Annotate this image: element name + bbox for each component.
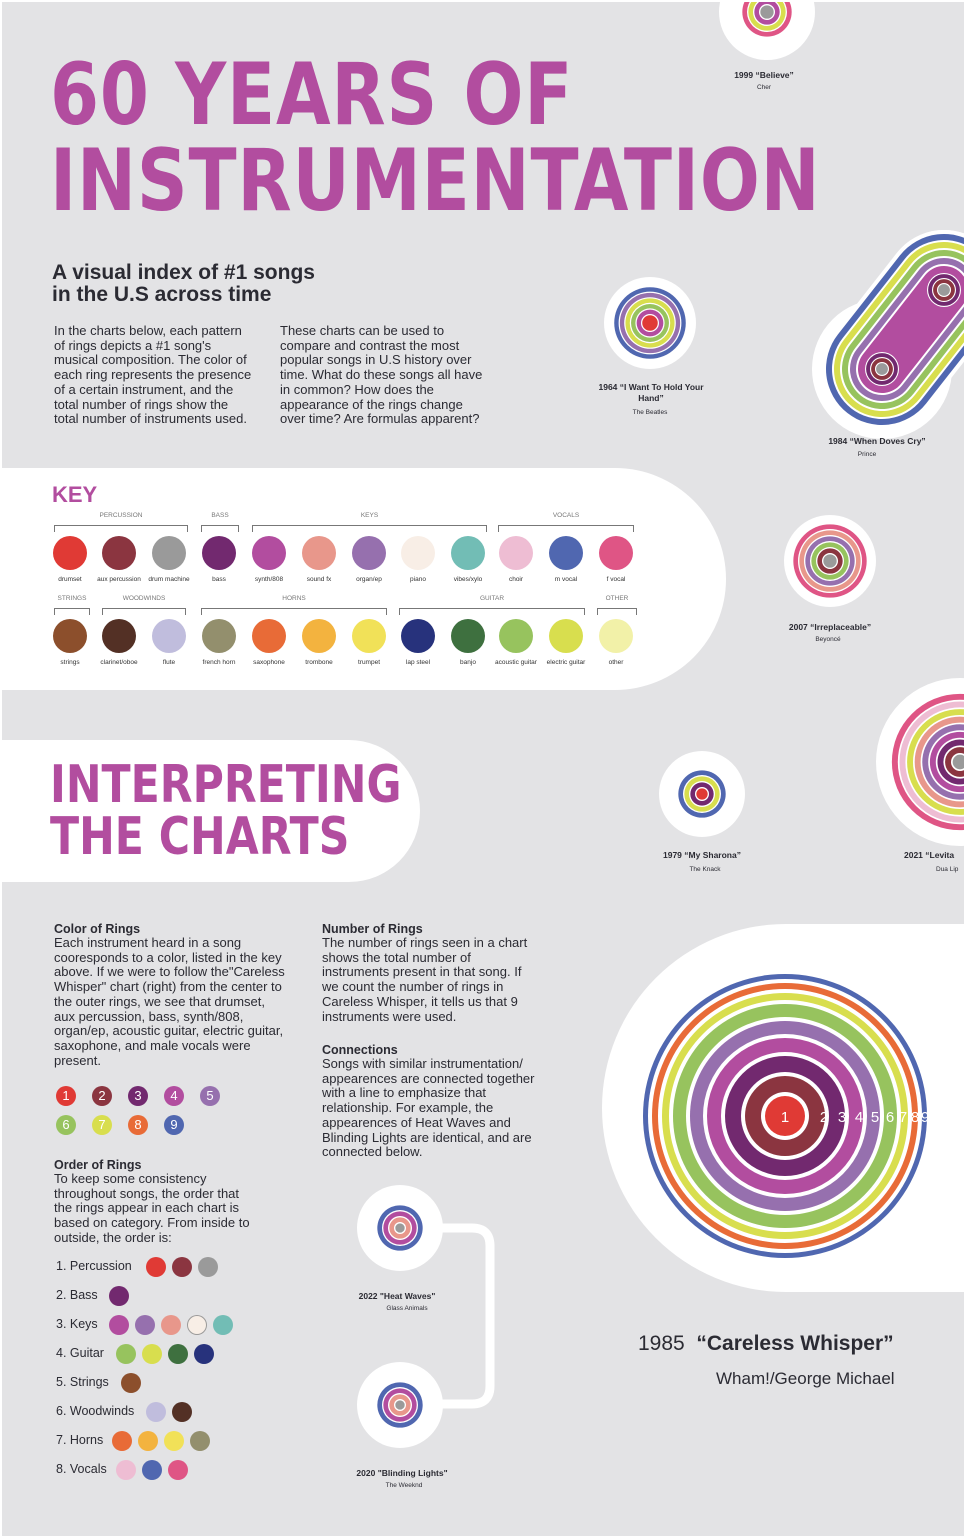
believe-chart-ring [760, 5, 773, 18]
song-label-my-sharona [652, 850, 752, 860]
group-label-vocals: VOCALS [552, 512, 580, 519]
song-year: 1979 [663, 850, 682, 860]
artist-label-prince: Prince [857, 451, 877, 458]
key-swatch-choir [499, 536, 533, 570]
key-swatch-electric-guitar [549, 619, 583, 653]
song-label-heat-waves [347, 1291, 447, 1301]
key-label: saxophone [253, 659, 285, 666]
song-year: 2021 [904, 850, 923, 860]
song-year: 2020 [356, 1468, 376, 1478]
order-swatch [146, 1402, 166, 1422]
song-label-irreplaceable [772, 622, 888, 632]
careless-ring-number-5: 5 [870, 1109, 880, 1126]
key-label: piano [410, 576, 426, 583]
ring-number-8: 8 [128, 1115, 148, 1135]
ring-number-7: 7 [92, 1115, 112, 1135]
key-swatch-banjo [451, 619, 485, 653]
order-swatch [116, 1460, 136, 1480]
song-label-believe [714, 70, 814, 80]
key-swatch-trombone [302, 619, 336, 653]
key-label: trombone [305, 659, 333, 666]
key-label: clarinet/oboe [100, 659, 138, 666]
order-item-label: 6. Woodwinds [56, 1404, 135, 1418]
blinding-lights-chart-ring [395, 1400, 404, 1409]
order-item-label: 3. Keys [56, 1317, 98, 1331]
key-swatch-french-horn [202, 619, 236, 653]
song-year: 1999 [734, 70, 754, 80]
poster [2, 2, 964, 1536]
number-of-rings-heading: Number of Rings [322, 922, 423, 936]
key-swatch-trumpet [352, 619, 386, 653]
intro-right: These charts can be used to compare and contrast the most popular songs in U.S history over time. What do these songs all have in common? How does the appearance of the rings change over time? Are formulas apparent? [280, 323, 483, 427]
careless-ring-number-1: 1 [780, 1109, 790, 1126]
order-of-rings-text: To keep some consistency throughout songs, the order that the rings appear in each chart is based on category. From inside to outside, the order is: [54, 1171, 250, 1245]
title-line-2: INSTRUMENTATION [50, 131, 821, 231]
irreplaceable-chart-ring [823, 554, 836, 567]
key-swatch-aux-percussion [102, 536, 136, 570]
careless-ring-number-4: 4 [854, 1109, 864, 1126]
artist-label-glass-animals: Glass Animals [386, 1305, 428, 1312]
key-label: vibes/xylo [453, 576, 483, 583]
careless-ring-number-7: 7 [898, 1109, 908, 1126]
key-label: lap steel [405, 659, 431, 666]
song-title: “I Want To Hold Your Hand” [619, 382, 704, 403]
connections-text: Songs with similar instrumentation/ appearences are connected together with a line to emphasize that relationship. For example, the appearences of Heat Waves and Blinding Lights are identical, and are connected below. [322, 1056, 535, 1160]
order-of-rings-heading: Order of Rings [54, 1158, 142, 1172]
order-item-label: 1. Percussion [56, 1259, 132, 1273]
song-title: “Believe” [755, 70, 794, 80]
ring-number-2: 2 [92, 1086, 112, 1106]
key-swatch-sound-fx [302, 536, 336, 570]
song-title: "Blinding Lights" [377, 1468, 448, 1478]
key-label: f vocal [606, 576, 626, 583]
order-swatch [198, 1257, 218, 1277]
heat-waves-chart-ring [395, 1223, 404, 1232]
ring-number-6: 6 [56, 1115, 76, 1135]
color-of-rings-heading: Color of Rings [54, 922, 141, 936]
intro-left: In the charts below, each pattern of rings depicts a #1 song's musical composition. The color of each ring represents the presence of a certain instrument, and the total number of rings show the total number of instruments used. [54, 323, 252, 427]
key-swatch-bass [202, 536, 236, 570]
order-swatch [190, 1431, 210, 1451]
song-label-blinding-lights [347, 1468, 457, 1478]
key-swatch-clarinet-oboe [102, 619, 136, 653]
careless-ring-number-6: 6 [885, 1109, 895, 1126]
careless-whisper-title: “Careless Whisper” [696, 1332, 894, 1355]
careless-ring-number-3: 3 [837, 1109, 847, 1126]
ring-number-5: 5 [200, 1086, 220, 1106]
ring-number-3: 3 [128, 1086, 148, 1106]
key-swatch-saxophone [252, 619, 286, 653]
song-title: “My Sharona” [684, 850, 741, 860]
hold-your-hand-chart-ring [642, 315, 658, 331]
artist-label-the-beatles: The Beatles [632, 409, 668, 416]
song-label-levitating [904, 850, 964, 860]
careless-whisper-year: 1985 [638, 1332, 685, 1355]
key-swatch-f-vocal [599, 536, 633, 570]
key-label: sound fx [306, 576, 332, 583]
order-swatch [142, 1344, 162, 1364]
group-label-bass: BASS [211, 512, 229, 519]
order-swatch [161, 1315, 181, 1335]
ring-charts-graphic [2, 2, 964, 1536]
connections-heading: Connections [322, 1043, 398, 1057]
key-swatch-synth-808 [252, 536, 286, 570]
song-title: “Levita [925, 850, 955, 860]
order-swatch [121, 1373, 141, 1393]
song-title: “Irreplaceable” [810, 622, 872, 632]
artist-label-beyonce: Beyoncé [815, 636, 841, 643]
doves-node-b-ring [938, 284, 950, 296]
interpreting-title-line-1: INTERPRETING [50, 755, 402, 815]
order-swatch [109, 1286, 129, 1306]
key-label: choir [508, 576, 524, 583]
key-swatch-lap-steel [401, 619, 435, 653]
key-label: synth/808 [254, 576, 284, 583]
artist-label-the-weeknd: The Weeknd [385, 1482, 423, 1489]
order-item-label: 5. Strings [56, 1375, 109, 1389]
key-swatch-acoustic-guitar [499, 619, 533, 653]
order-item-label: 7. Horns [56, 1433, 104, 1447]
group-label-horns: HORNS [282, 595, 306, 602]
order-swatch [112, 1431, 132, 1451]
song-title: “When Doves Cry” [849, 436, 926, 446]
color-of-rings-text: Each instrument heard in a song cooresponds to a color, listed in the key above. If we were to follow the"Careless Whisper" chart (right) from the center to the outer rings, we see that drumset, aux percussion, bass, synth/808, organ/ep, acoustic guitar, electric guitar, saxophone, and male vocals were present. [54, 935, 285, 1068]
order-swatch [138, 1431, 158, 1451]
key-label: flute [162, 659, 176, 666]
order-item-label: 2. Bass [56, 1288, 98, 1302]
group-label-strings: STRINGS [57, 595, 87, 602]
order-swatch [135, 1315, 155, 1335]
order-swatch [194, 1344, 214, 1364]
song-label-i-want-to-hold-your-hand [596, 382, 706, 404]
key-label: french horn [202, 659, 236, 666]
key-swatch-m-vocal [549, 536, 583, 570]
artist-label-dua-lipa: Dua Lip [936, 866, 959, 873]
key-label: m vocal [554, 576, 578, 583]
group-label-guitar: GUITAR [479, 595, 505, 602]
title-line-1: 60 YEARS OF [50, 45, 574, 145]
number-of-rings-text: The number of rings seen in a chart shows the total number of instruments present in that song. If we count the number of rings in Careless Whisper, it tells us that 9 instruments were used. [322, 935, 528, 1024]
artist-label-the-knack: The Knack [689, 866, 721, 873]
order-swatch [172, 1402, 192, 1422]
order-swatch [168, 1344, 188, 1364]
key-label: other [608, 659, 624, 666]
careless-whisper-artist: Wham!/George Michael [716, 1369, 895, 1388]
key-heading: KEY [52, 482, 98, 507]
key-label: drumset [58, 576, 82, 583]
order-swatch [164, 1431, 184, 1451]
key-label: trumpet [357, 659, 381, 666]
subtitle-line-1: A visual index of #1 songs [52, 261, 315, 284]
ring-number-1: 1 [56, 1086, 76, 1106]
key-label: electric guitar [546, 659, 586, 666]
order-item-label: 4. Guitar [56, 1346, 104, 1360]
order-swatch [109, 1315, 129, 1335]
order-swatch [142, 1460, 162, 1480]
key-swatch-other [599, 619, 633, 653]
song-year: 1964 [598, 382, 618, 392]
doves-node-a-ring [876, 363, 888, 375]
key-swatch-piano [401, 536, 435, 570]
song-year: 2007 [788, 622, 808, 632]
key-label: acoustic guitar [495, 659, 537, 666]
ring-number-4: 4 [164, 1086, 184, 1106]
careless-ring-number-8: 8 [910, 1109, 920, 1126]
order-swatch [168, 1460, 188, 1480]
song-title: "Heat Waves" [379, 1291, 436, 1301]
order-swatch [187, 1315, 207, 1335]
key-swatch-organ-ep [352, 536, 386, 570]
group-label-percussion: PERCUSSION [99, 512, 143, 519]
key-label: aux percussion [97, 576, 141, 583]
interpreting-title-line-2: THE CHARTS [50, 807, 350, 867]
key-swatch-strings [53, 619, 87, 653]
key-swatch-vibes-xylo [451, 536, 485, 570]
key-label: banjo [460, 659, 476, 666]
key-label: bass [212, 576, 226, 583]
song-label-when-doves-cry [812, 436, 942, 446]
order-swatch [172, 1257, 192, 1277]
key-swatch-drum-machine [152, 536, 186, 570]
order-swatch [116, 1344, 136, 1364]
order-swatch [213, 1315, 233, 1335]
order-item-label: 8. Vocals [56, 1462, 107, 1476]
key-label: drum machine [148, 576, 190, 583]
key-swatch-flute [152, 619, 186, 653]
key-label: strings [60, 659, 80, 666]
song-year: 2022 [358, 1291, 378, 1301]
group-label-keys: KEYS [360, 512, 379, 519]
careless-ring-number-9: 9 [920, 1109, 930, 1126]
group-label-woodwinds: WOODWINDS [122, 595, 166, 602]
subtitle-line-2: in the U.S across time [52, 283, 272, 306]
careless-ring-number-2: 2 [819, 1109, 829, 1126]
artist-label-believe: Cher [756, 84, 772, 91]
key-label: organ/ep [356, 576, 382, 583]
ring-number-9: 9 [164, 1115, 184, 1135]
my-sharona-chart-ring [696, 788, 707, 799]
order-swatch [146, 1257, 166, 1277]
careless-whisper-caption [638, 1332, 894, 1356]
group-label-other: OTHER [605, 595, 629, 602]
song-year: 1984 [828, 436, 848, 446]
key-swatch-drumset [53, 536, 87, 570]
